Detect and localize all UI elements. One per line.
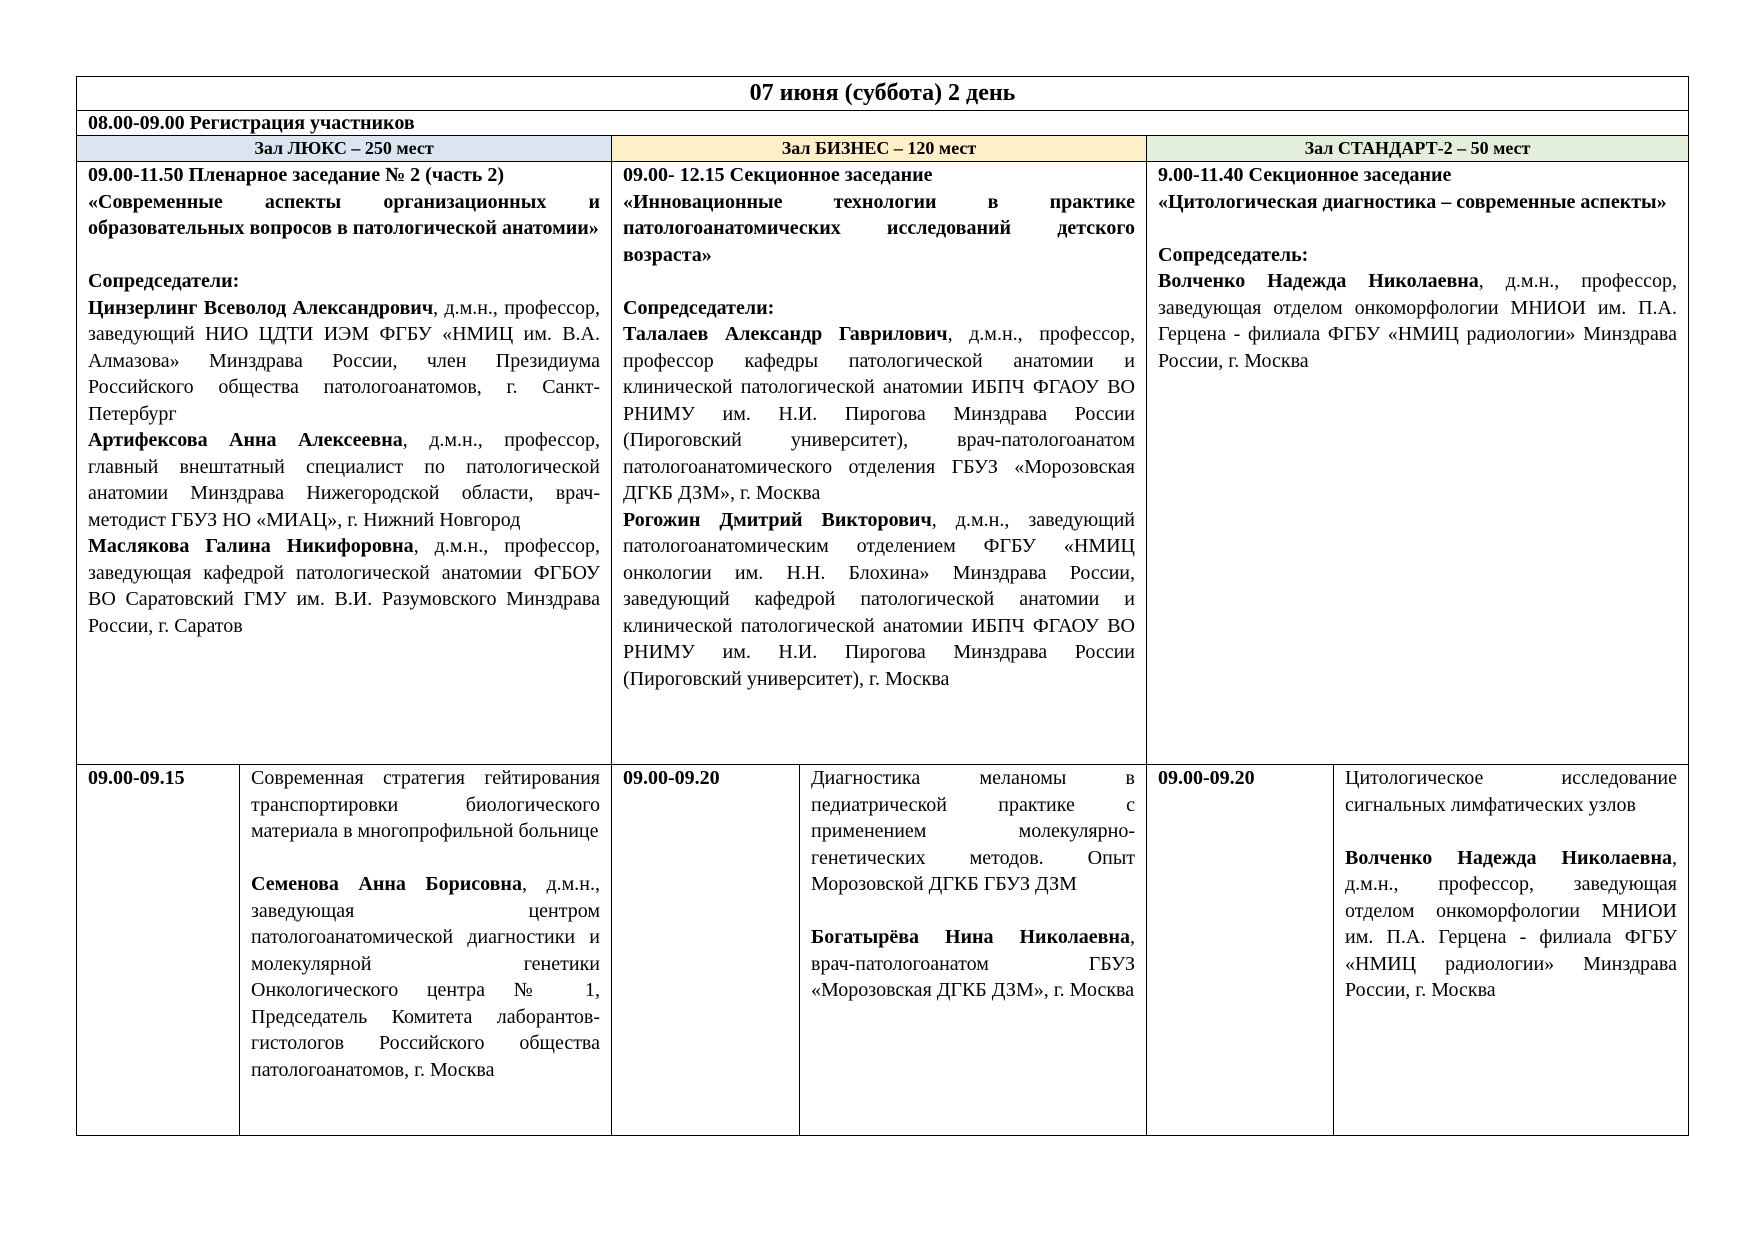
chair-entry: [88, 427, 600, 533]
talk-speaker: [811, 924, 1135, 1004]
chair-entry: [88, 295, 600, 428]
chair-info: , д.м.н., профессор, главный внештатный специалист по патологической анатомии Минздрава Нижегородской области, врач-методист ГБУЗ НО «МИАЦ», г. Нижний Новгород: [88, 429, 600, 531]
session-title: «Цитологическая диагностика – современные аспекты»: [1158, 190, 1667, 213]
chairs-label: Сопредседатели:: [623, 296, 775, 319]
chair-name: Маслякова Галина Никифоровна: [88, 535, 414, 557]
talk-title: Диагностика меланомы в педиатрической практике с применением молекулярно-генетических методов. Опыт Морозовской ДГКБ ГБУЗ ДЗМ: [811, 767, 1135, 895]
speaker-info: , д.м.н., заведующая центром патологоанатомической диагностики и молекулярной генетики Онкологического центра № 1, Председатель Комитета лаборантов-гистологов Российского общества патологоанатомов, г. Москва: [251, 873, 600, 1081]
chair-name: Волченко Надежда Николаевна: [1158, 270, 1479, 292]
hall-header-standard: Зал СТАНДАРТ-2 – 50 мест: [1147, 136, 1689, 162]
hall-header-lux: Зал ЛЮКС – 250 мест: [77, 136, 612, 162]
chairs-label: Сопредседатели:: [88, 270, 240, 292]
speaker-info: , д.м.н., профессор, заведующая отделом онкоморфологии МНИОИ им. П.А. Герцена - филиала ФГБУ «НМИЦ радиологии» Минздрава России, г. Москва: [1345, 846, 1677, 1001]
chair-info: , д.м.н., профессор, заведующая кафедрой патологической анатомии ФГБОУ ВО Саратовский ГМУ им. В.И. Разумовского Минздрава России, г. Саратов: [88, 535, 601, 637]
chair-name: Рогожин Дмитрий Викторович: [623, 508, 932, 531]
hall-header-business: Зал БИЗНЕС – 120 мест: [612, 136, 1147, 162]
talk-cell-lux: [240, 765, 612, 1136]
registration-row: 08.00-09.00 Регистрация участников: [77, 111, 1689, 136]
chair-name: Артифексова Анна Алексеевна: [88, 429, 403, 451]
chairs-label: Сопредседатель:: [1158, 243, 1309, 266]
talk-speaker: [251, 871, 600, 1083]
chair-entry: [623, 321, 1135, 507]
chair-info: , д.м.н., профессор, заведующий НИО ЦДТИ ИЭМ ФГБУ «НМИЦ им. В.А. Алмазова» Минздрава России, член Президиума Российского общества патологоанатомов, г. Санкт-Петербург: [88, 296, 600, 425]
session-time: 09.00-11.50 Пленарное заседание № 2 (часть 2): [88, 164, 505, 186]
session-time: 09.00- 12.15 Секционное заседание: [623, 164, 933, 186]
talk-title: Цитологическое исследование сигнальных лимфатических узлов: [1345, 767, 1677, 816]
session-cell-standard: [1147, 162, 1689, 765]
speaker-name: Волченко Надежда Николаевна: [1345, 846, 1672, 869]
chair-entry: [88, 533, 600, 639]
chair-info: , д.м.н., заведующий патологоанатомическим отделением ФГБУ «НМИЦ онкологии им. Н.Н. Блохина» Минздрава России, заведующий кафедрой патологической анатомии и клинической патологической анатомии ИБПЧ ФГАОУ ВО РНИМУ им. Н.И. Пирогова Минздрава России (Пироговский университет), г. Москва: [623, 508, 1135, 690]
program-table: [76, 76, 1689, 1136]
talk-time: 09.00-09.20: [612, 765, 800, 1136]
speaker-name: Семенова Анна Борисовна: [251, 873, 522, 895]
talk-cell-business: [800, 765, 1147, 1136]
chair-info: , д.м.н., профессор, заведующая отделом онкоморфологии МНИОИ им. П.А. Герцена - филиала ФГБУ «НМИЦ радиологии» Минздрава России, г. Москва: [1158, 270, 1678, 372]
session-time: 9.00-11.40 Секционное заседание: [1158, 164, 1452, 186]
session-cell-business: [612, 162, 1147, 765]
day-title: 07 июня (суббота) 2 день: [77, 77, 1689, 111]
talk-title: Современная стратегия гейтирования транспортировки биологического материала в многопрофильной больнице: [251, 767, 600, 842]
talk-time: 09.00-09.15: [77, 765, 240, 1136]
talk-speaker: [1345, 845, 1677, 1004]
talk-cell-standard: [1334, 765, 1689, 1136]
chair-info: , д.м.н., профессор, профессор кафедры патологической анатомии и клинической патологической анатомии ИБПЧ ФГАОУ ВО РНИМУ им. Н.И. Пирогова Минздрава России (Пироговский университет), врач-патологоанатом патологоанатомического отделения ГБУЗ «Морозовская ДГКБ ДЗМ», г. Москва: [623, 323, 1135, 504]
chair-name: Цинзерлинг Всеволод Александрович: [88, 296, 434, 319]
chair-name: Талалаев Александр Гаврилович: [623, 323, 948, 345]
session-title: «Современные аспекты организационных и образовательных вопросов в патологической анатомии»: [88, 190, 600, 239]
speaker-info: , врач-патологоанатом ГБУЗ «Морозовская ДГКБ ДЗМ», г. Москва: [811, 926, 1135, 1001]
session-title: «Инновационные технологии в практике патологоанатомических исследований детского возраста»: [623, 190, 1135, 266]
chair-entry: [623, 507, 1135, 693]
session-cell-lux: [77, 162, 612, 765]
chair-entry: [1158, 268, 1677, 374]
talk-time: 09.00-09.20: [1147, 765, 1334, 1136]
speaker-name: Богатырёва Нина Николаевна: [811, 926, 1130, 948]
